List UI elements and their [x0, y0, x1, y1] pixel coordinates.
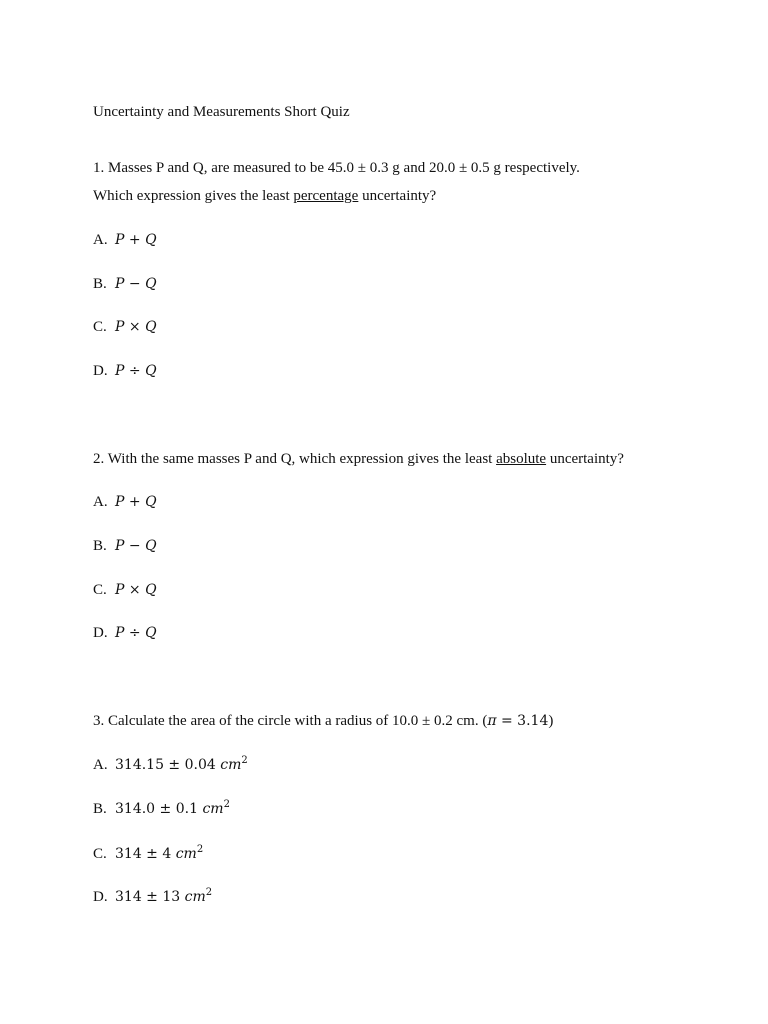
unit: cm [220, 757, 242, 773]
operand-a: P [115, 494, 125, 510]
q1-option-c [93, 318, 157, 336]
q3-option-c [93, 845, 203, 863]
q3-text-end: ) [548, 713, 554, 729]
q3-option-a [93, 756, 248, 774]
q2-option-d [93, 624, 157, 642]
option-letter: D. [93, 363, 108, 379]
option-letter: C. [93, 319, 107, 335]
operator: × [128, 319, 141, 335]
option-letter: A. [93, 757, 108, 773]
operand-b: Q [145, 494, 157, 510]
operand-b: Q [145, 582, 157, 598]
option-letter: C. [93, 846, 107, 862]
operand-a: P [115, 319, 125, 335]
option-letter: B. [93, 538, 107, 554]
exponent: 2 [196, 844, 204, 855]
operand-a: P [115, 538, 125, 554]
q1-sub-after: uncertainty? [358, 188, 437, 204]
q1-option-d [93, 362, 157, 380]
operator: + [128, 232, 141, 248]
question-3-text [93, 712, 553, 730]
unit: cm [175, 846, 197, 862]
operator: + [128, 494, 141, 510]
operand-b: Q [145, 319, 157, 335]
option-letter: B. [93, 276, 107, 292]
operator: ÷ [128, 625, 141, 641]
pi-value: = 3.14 [496, 713, 549, 729]
operator: ÷ [128, 363, 141, 379]
option-letter: D. [93, 889, 108, 905]
operator: − [128, 276, 141, 292]
operand-b: Q [145, 276, 157, 292]
quiz-title: Uncertainty and Measurements Short Quiz [93, 104, 350, 120]
operand-a: P [115, 625, 125, 641]
operand-a: P [115, 582, 125, 598]
operator: − [128, 538, 141, 554]
exponent: 2 [241, 755, 248, 766]
operand-a: P [115, 363, 125, 379]
unit: cm [184, 889, 206, 905]
option-letter: B. [93, 801, 107, 817]
option-letter: C. [93, 582, 107, 598]
pi-symbol: π [487, 713, 497, 729]
option-value: 314 ± 13 [115, 889, 185, 905]
option-letter: A. [93, 232, 108, 248]
q2-option-b [93, 537, 157, 555]
option-letter: A. [93, 494, 108, 510]
q2-underlined-word: absolute [496, 451, 547, 467]
exponent: 2 [223, 799, 230, 810]
option-value: 314.15 ± 0.04 [115, 757, 221, 773]
operand-b: Q [145, 625, 157, 641]
operand-b: Q [145, 538, 157, 554]
q2-option-c [93, 581, 157, 599]
question-2-text [93, 450, 624, 468]
q3-option-d [93, 888, 212, 906]
operator: × [128, 582, 141, 598]
option-value: 314 ± 4 [115, 846, 176, 862]
q1-sub-before: Which expression gives the least [93, 188, 294, 204]
q3-text: 3. Calculate the area of the circle with a radius of 10.0 ± 0.2 cm. ( [93, 713, 488, 729]
unit: cm [202, 801, 224, 817]
operand-a: P [115, 276, 125, 292]
option-letter: D. [93, 625, 108, 641]
q2-option-a [93, 493, 157, 511]
operand-b: Q [145, 363, 157, 379]
q3-option-b [93, 800, 230, 818]
question-1-text: 1. Masses P and Q, are measured to be 45.0 ± 0.3 g and 20.0 ± 0.5 g respectively. [93, 160, 580, 176]
q2-before: 2. With the same masses P and Q, which expression gives the least [93, 451, 497, 467]
operand-b: Q [145, 232, 157, 248]
question-1-subtext [93, 187, 436, 205]
q2-after: uncertainty? [546, 451, 624, 467]
exponent: 2 [205, 887, 213, 898]
q1-option-b [93, 275, 157, 293]
q1-option-a [93, 231, 157, 249]
operand-a: P [115, 232, 125, 248]
q1-underlined-word: percentage [293, 188, 359, 204]
option-value: 314.0 ± 0.1 [115, 801, 203, 817]
